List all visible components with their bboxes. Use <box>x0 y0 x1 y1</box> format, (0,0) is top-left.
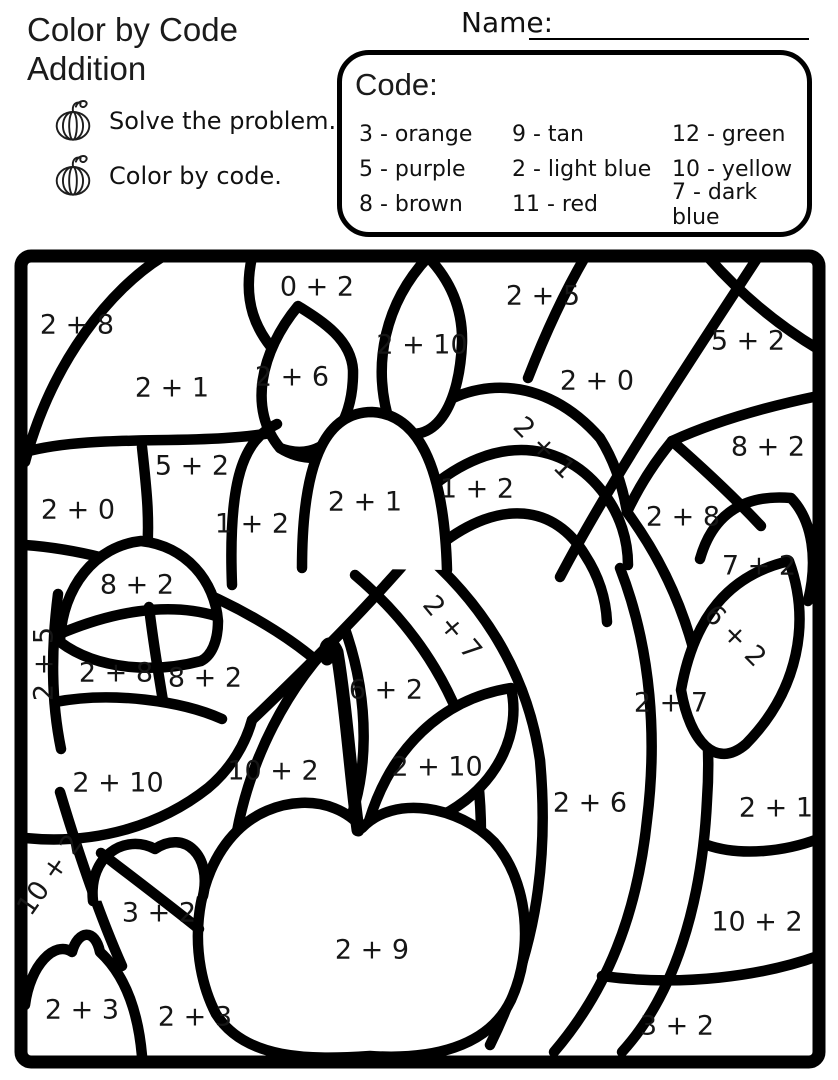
problem-label: 2 + 3 <box>44 994 120 1026</box>
code-entry: 10 - yellow <box>672 157 793 182</box>
title-line-1: Color by Code <box>27 11 238 48</box>
problem-label: 6 + 2 <box>348 674 424 706</box>
problem-label: 8 + 2 <box>730 431 806 463</box>
problem-label: 10 + 2 <box>11 828 89 922</box>
problem-label: 2 + 0 <box>559 365 635 397</box>
problem-label: 10 + 2 <box>227 755 319 787</box>
code-entry: 9 - tan <box>512 122 584 147</box>
problem-label: 8 + 2 <box>99 569 175 601</box>
problem-label: 2 + 6 <box>254 361 330 393</box>
problem-label: 2 + 1 <box>327 486 403 518</box>
problem-label: 0 + 2 <box>279 271 355 303</box>
problem-label: 5 + 2 <box>154 450 230 482</box>
problem-label: 2 + 6 <box>552 787 628 819</box>
problem-label: 2 + 9 <box>334 934 410 966</box>
problem-label: 10 + 2 <box>711 906 803 938</box>
problem-label: 2 + 8 <box>39 309 115 341</box>
title-line-2: Addition <box>27 50 147 87</box>
problem-label: 2 + 8 <box>78 657 154 689</box>
problem-label: 2 + 5 <box>505 280 581 312</box>
problem-label: 3 + 2 <box>121 897 197 929</box>
name-label: Name: <box>461 6 554 39</box>
problem-label: 2 + 7 <box>633 687 709 719</box>
problem-label: 2 + 1 <box>738 792 814 824</box>
problem-label: 3 + 2 <box>639 1010 715 1042</box>
problem-label: 2 + 10 <box>391 751 483 783</box>
problem-label: 1 + 2 <box>214 508 290 540</box>
instruction-color-text: Color by code. <box>109 162 282 190</box>
code-entry: 12 - green <box>672 122 786 147</box>
problem-label: 2 + 5 <box>28 626 60 702</box>
problem-label: 1 + 2 <box>439 473 515 505</box>
code-entry: 5 - purple <box>359 157 466 182</box>
problem-label: 2 + 8 <box>645 501 721 533</box>
problem-label: 2 + 1 <box>506 410 582 486</box>
problem-label: 2 + 3 <box>157 1001 233 1033</box>
problem-label: 5 + 2 <box>710 325 786 357</box>
code-entry: 8 - brown <box>359 192 463 217</box>
instruction-solve-text: Solve the problem. <box>109 107 337 135</box>
code-entry: 3 - orange <box>359 122 473 147</box>
code-entry: 11 - red <box>512 192 598 217</box>
problem-label: 2 + 10 <box>376 329 468 361</box>
code-entry: 7 - dark blue <box>672 179 758 230</box>
problem-label: 7 + 2 <box>721 550 797 582</box>
problem-label: 6 + 2 <box>697 598 773 674</box>
problem-label: 2 + 7 <box>416 589 488 667</box>
problem-label: 2 + 10 <box>72 767 164 799</box>
problem-label: 8 + 2 <box>167 662 243 694</box>
problem-label: 2 + 0 <box>40 494 116 526</box>
code-box-title: Code: <box>355 67 438 102</box>
problem-label: 2 + 1 <box>134 372 210 404</box>
code-entry: 2 - light blue <box>512 157 652 182</box>
